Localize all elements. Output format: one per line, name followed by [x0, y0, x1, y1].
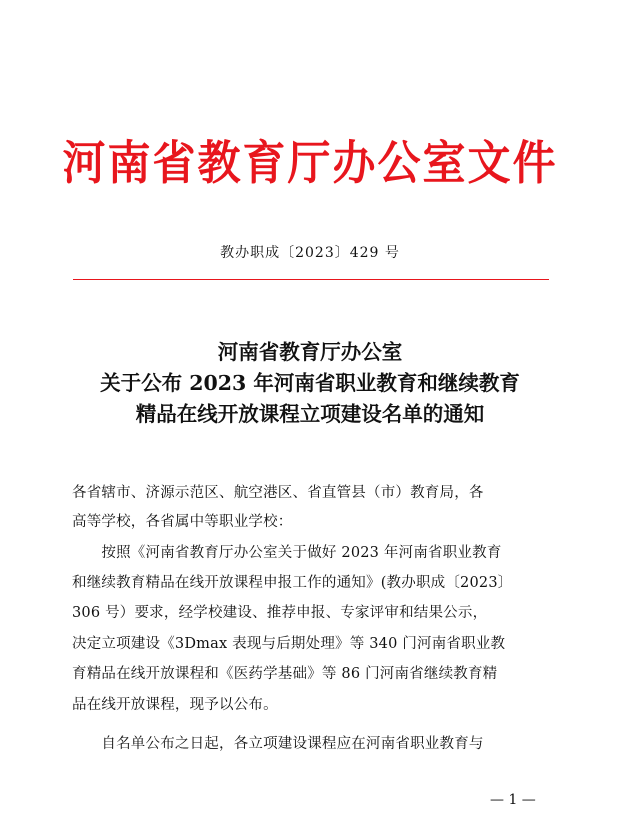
document-number: 教办职成〔2023〕429 号: [220, 245, 400, 261]
body-line-7: 育精品在线开放课程和《医药学基础》等 86 门河南省继续教育精: [72, 666, 498, 682]
notice-title-line-1: 河南省教育厅办公室: [217, 340, 403, 364]
body-line-8: 品在线开放课程，现予以公布。: [72, 697, 278, 713]
page-number: — 1 —: [490, 792, 536, 808]
body-line-3: 按照《河南省教育厅办公室关于做好 2023 年河南省职业教育: [72, 545, 502, 561]
notice-title-line-3: 精品在线开放课程立项建设名单的通知: [135, 402, 485, 426]
body-line-9: 自名单公布之日起，各立项建设课程应在河南省职业教育与: [72, 736, 484, 752]
body-line-6: 决定立项建设《3Dmax 表现与后期处理》等 340 门河南省职业教: [72, 636, 506, 652]
body-line-1: 各省辖市、济源示范区、航空港区、省直管县（市）教育局，各: [72, 485, 484, 501]
notice-title: [0, 337, 620, 430]
notice-title-line-2: 关于公布 2023 年河南省职业教育和继续教育: [100, 371, 520, 395]
body-line-4: 和继续教育精品在线开放课程申报工作的通知》(教办职成〔2023〕: [72, 575, 513, 591]
red-divider-line: [73, 279, 549, 280]
document-header-title: 河南省教育厅办公室文件: [62, 137, 558, 191]
body-line-2: 高等学校，各省属中等职业学校：: [72, 514, 293, 530]
body-line-5: 306 号）要求，经学校建设、推荐申报、专家评审和结果公示，: [72, 605, 488, 621]
